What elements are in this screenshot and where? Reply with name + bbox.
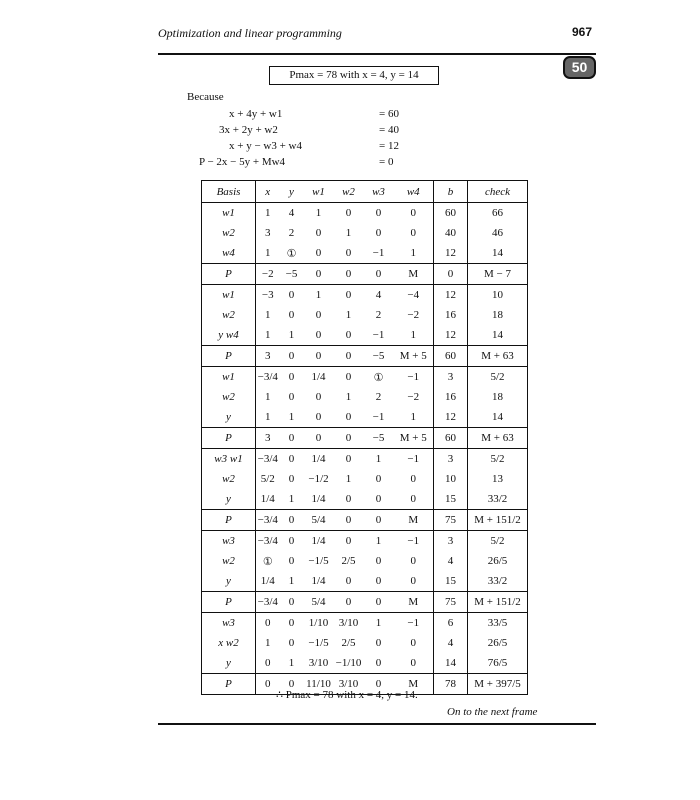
value-cell: 0	[334, 367, 364, 388]
value-cell: 2/5	[341, 637, 356, 649]
value-cell: 60	[434, 346, 468, 367]
value-cell: −5	[364, 346, 394, 367]
value-cell: 0	[256, 653, 280, 674]
value-cell: 1/4	[256, 571, 280, 592]
basis-cell: w3 w1	[202, 449, 256, 470]
basis-cell: y	[226, 575, 231, 587]
value-cell: 13	[468, 469, 528, 489]
value-cell: 0	[345, 575, 352, 587]
value-cell: 0	[304, 428, 334, 449]
value-cell: 2/5	[341, 555, 356, 567]
header-4: w2	[334, 181, 364, 203]
table-row	[202, 653, 528, 674]
value-cell: 0	[334, 592, 364, 613]
basis-cell: w3	[202, 613, 256, 634]
value-cell: 3	[256, 428, 280, 449]
table-row	[202, 531, 528, 552]
value-cell: M − 7	[468, 264, 528, 285]
value-cell: 4	[434, 633, 468, 653]
basis-cell: y	[226, 411, 231, 423]
header-1: x	[256, 181, 280, 203]
value-cell: 0	[334, 531, 364, 552]
value-cell: 18	[468, 387, 528, 407]
value-cell: −3/4	[256, 449, 280, 470]
value-cell: 60	[434, 203, 468, 224]
value-cell: 75	[434, 592, 468, 613]
value-cell: 0	[410, 473, 416, 485]
value-cell: −1	[394, 531, 434, 552]
value-cell: 1	[256, 243, 280, 264]
equation-2: 3x + 2y + w2	[219, 124, 278, 136]
value-cell: −4	[394, 285, 434, 306]
basis-cell: w2	[222, 555, 235, 567]
value-cell: 46	[468, 223, 528, 243]
value-cell: 0	[364, 592, 394, 613]
equation-3-rhs: = 12	[379, 140, 399, 152]
value-cell: ①	[256, 551, 280, 571]
equation-1-rhs: = 60	[379, 108, 399, 120]
value-cell: 0	[304, 346, 334, 367]
value-cell: 0	[410, 575, 416, 587]
frame-number-badge: 50	[563, 56, 596, 79]
because-label: Because	[187, 91, 224, 103]
value-cell: 1	[288, 329, 295, 341]
value-cell: −2	[256, 264, 280, 285]
value-cell: M + 5	[394, 428, 434, 449]
equation-2-rhs: = 40	[379, 124, 399, 136]
table-row	[202, 592, 528, 613]
next-frame-note: On to the next frame	[447, 706, 538, 718]
value-cell: 1	[410, 411, 416, 423]
value-cell: 16	[434, 305, 468, 325]
value-cell: 0	[280, 592, 304, 613]
value-cell: 33/5	[468, 613, 528, 634]
value-cell: 0	[434, 264, 468, 285]
basis-cell: w2	[222, 309, 235, 321]
basis-cell: w1	[222, 207, 235, 219]
basis-cell: w2	[222, 391, 235, 403]
value-cell: −1/2	[308, 473, 329, 485]
value-cell: M	[394, 674, 434, 695]
value-cell: 5/4	[304, 592, 334, 613]
table-row	[202, 613, 528, 634]
value-cell: −1	[394, 367, 434, 388]
basis-cell: w1	[202, 285, 256, 306]
value-cell: 0	[288, 637, 295, 649]
value-cell: 1	[288, 493, 295, 505]
basis-cell: w1	[202, 367, 256, 388]
value-cell: 1/4	[304, 531, 334, 552]
value-cell: −3/4	[256, 531, 280, 552]
header-rule	[158, 53, 596, 55]
value-cell: M	[394, 510, 434, 531]
table-row	[202, 387, 528, 407]
value-cell: M + 5	[394, 346, 434, 367]
value-cell: 0	[280, 449, 304, 470]
value-cell: −1	[394, 449, 434, 470]
value-cell: 0	[375, 637, 382, 649]
value-cell: 1	[256, 407, 280, 428]
value-cell: 0	[256, 613, 280, 634]
table-row	[202, 367, 528, 388]
value-cell: 33/2	[468, 489, 528, 510]
value-cell: 0	[375, 657, 382, 669]
value-cell: 0	[280, 613, 304, 634]
value-cell: 4	[364, 285, 394, 306]
value-cell: 0	[288, 309, 295, 321]
table-row	[202, 489, 528, 510]
value-cell: 78	[434, 674, 468, 695]
table-row	[202, 203, 528, 224]
value-cell: 1/4	[311, 575, 326, 587]
table-row	[202, 325, 528, 346]
value-cell: 0	[280, 428, 304, 449]
value-cell: 12	[434, 407, 468, 428]
value-cell: 0	[334, 428, 364, 449]
basis-cell: w2	[222, 227, 235, 239]
value-cell: 1	[345, 227, 352, 239]
conclusion: ∴ Pmax = 78 with x = 4, y = 14.	[276, 689, 418, 701]
value-cell: 1	[364, 531, 394, 552]
value-cell: 0	[315, 411, 322, 423]
header-3: w1	[304, 181, 334, 203]
value-cell: M	[394, 264, 434, 285]
value-cell: 1	[315, 207, 322, 219]
value-cell: 0	[364, 674, 394, 695]
value-cell: 0	[345, 493, 352, 505]
simplex-tableau	[201, 180, 528, 695]
header-5: w3	[364, 181, 394, 203]
value-cell: 10	[434, 469, 468, 489]
header-0: Basis	[202, 181, 256, 203]
value-cell: 12	[434, 325, 468, 346]
value-cell: 1/4	[304, 367, 334, 388]
value-cell: −1/5	[308, 637, 329, 649]
value-cell: 0	[345, 247, 352, 259]
value-cell: −3/4	[256, 367, 280, 388]
value-cell: −1/10	[335, 657, 362, 669]
value-cell: 3	[434, 531, 468, 552]
table-row	[202, 407, 528, 428]
table-row	[202, 633, 528, 653]
value-cell: 1	[256, 203, 280, 224]
value-cell: 0	[345, 207, 352, 219]
value-cell: 3/10	[308, 657, 329, 669]
value-cell: 0	[315, 309, 322, 321]
value-cell: 0	[375, 207, 382, 219]
equation-1: x + 4y + w1	[229, 108, 283, 120]
value-cell: M + 151/2	[468, 592, 528, 613]
value-cell: 26/5	[468, 633, 528, 653]
value-cell: 14	[468, 407, 528, 428]
value-cell: 0	[288, 555, 295, 567]
value-cell: ①	[286, 247, 297, 260]
value-cell: 1	[288, 575, 295, 587]
table-row	[202, 285, 528, 306]
value-cell: 0	[315, 329, 322, 341]
table-row	[202, 510, 528, 531]
header-8: check	[468, 181, 528, 203]
value-cell: −2	[407, 309, 420, 321]
value-cell: 5/4	[304, 510, 334, 531]
value-cell: 3	[256, 223, 280, 243]
value-cell: 5/2	[468, 531, 528, 552]
running-header-title: Optimization and linear programming	[158, 26, 342, 40]
value-cell: 26/5	[468, 551, 528, 571]
table-row	[202, 469, 528, 489]
value-cell: 4	[434, 551, 468, 571]
value-cell: 1	[345, 391, 352, 403]
value-cell: 0	[410, 657, 416, 669]
value-cell: 0	[280, 674, 304, 695]
value-cell: 0	[375, 493, 382, 505]
value-cell: 0	[288, 391, 295, 403]
table-row	[202, 346, 528, 367]
value-cell: 14	[434, 653, 468, 674]
value-cell: 0	[410, 207, 416, 219]
table-row	[202, 551, 528, 571]
value-cell: −3	[256, 285, 280, 306]
value-cell: 1	[345, 309, 352, 321]
value-cell: 10	[468, 285, 528, 306]
value-cell: −5	[364, 428, 394, 449]
value-cell: 33/2	[468, 571, 528, 592]
value-cell: 66	[468, 203, 528, 224]
value-cell: 1/10	[304, 613, 334, 634]
value-cell: 1	[410, 247, 416, 259]
basis-cell: P	[202, 346, 256, 367]
value-cell: 3	[434, 367, 468, 388]
value-cell: 0	[280, 367, 304, 388]
value-cell: M + 151/2	[468, 510, 528, 531]
value-cell: 0	[410, 555, 416, 567]
value-cell: 0	[315, 247, 322, 259]
value-cell: 5/2	[468, 449, 528, 470]
value-cell: −1	[372, 247, 385, 259]
value-cell: −1	[394, 613, 434, 634]
value-cell: 18	[468, 305, 528, 325]
value-cell: 1	[256, 305, 280, 325]
table-row	[202, 305, 528, 325]
value-cell: 3/10	[334, 674, 364, 695]
value-cell: 1	[410, 329, 416, 341]
basis-cell: y w4	[218, 329, 239, 341]
equation-4: P − 2x − 5y + Mw4	[199, 156, 286, 168]
value-cell: 1/4	[304, 449, 334, 470]
value-cell: −5	[280, 264, 304, 285]
value-cell: 0	[256, 674, 280, 695]
value-cell: 1	[364, 449, 394, 470]
table-row	[202, 243, 528, 264]
header-6: w4	[394, 181, 434, 203]
value-cell: 0	[375, 227, 382, 239]
value-cell: 76/5	[468, 653, 528, 674]
value-cell: 40	[434, 223, 468, 243]
page-number: 967	[572, 25, 593, 39]
value-cell: 75	[434, 510, 468, 531]
value-cell: 5/2	[256, 469, 280, 489]
value-cell: 6	[434, 613, 468, 634]
value-cell: 1	[256, 633, 280, 653]
value-cell: 0	[375, 555, 382, 567]
value-cell: 0	[375, 473, 382, 485]
footer-rule	[158, 723, 596, 725]
value-cell: ①	[364, 367, 394, 388]
value-cell: 1/4	[256, 489, 280, 510]
equation-4-rhs: = 0	[379, 156, 394, 168]
value-cell: −2	[407, 391, 420, 403]
basis-cell: P	[202, 592, 256, 613]
value-cell: 60	[434, 428, 468, 449]
value-cell: 0	[364, 510, 394, 531]
value-cell: 12	[434, 285, 468, 306]
value-cell: 2	[375, 391, 382, 403]
value-cell: 15	[434, 489, 468, 510]
value-cell: −1	[372, 329, 385, 341]
value-cell: M + 63	[468, 428, 528, 449]
value-cell: 2	[288, 227, 295, 239]
value-cell: 1/4	[311, 493, 326, 505]
basis-cell: x w2	[218, 637, 239, 649]
value-cell: −3/4	[256, 592, 280, 613]
value-cell: 0	[304, 264, 334, 285]
value-cell: 0	[334, 510, 364, 531]
basis-cell: P	[202, 510, 256, 531]
header-7: b	[434, 181, 468, 203]
value-cell: 1	[304, 285, 334, 306]
value-cell: 0	[280, 510, 304, 531]
value-cell: 0	[280, 346, 304, 367]
value-cell: −1/5	[308, 555, 329, 567]
value-cell: 0	[334, 285, 364, 306]
value-cell: 0	[288, 473, 295, 485]
value-cell: 4	[288, 207, 295, 219]
basis-cell: P	[202, 674, 256, 695]
value-cell: M + 397/5	[468, 674, 528, 695]
value-cell: 14	[468, 325, 528, 346]
value-cell: −1	[372, 411, 385, 423]
basis-cell: P	[202, 264, 256, 285]
value-cell: 1	[256, 387, 280, 407]
value-cell: 0	[345, 411, 352, 423]
table-row	[202, 449, 528, 470]
table-row	[202, 571, 528, 592]
table-row	[202, 264, 528, 285]
basis-cell: P	[202, 428, 256, 449]
value-cell: M + 63	[468, 346, 528, 367]
value-cell: 0	[334, 264, 364, 285]
value-cell: 1	[288, 411, 295, 423]
value-cell: 5/2	[468, 367, 528, 388]
table-row	[202, 428, 528, 449]
value-cell: 0	[410, 637, 416, 649]
basis-cell: y	[226, 657, 231, 669]
equation-3: x + y − w3 + w4	[229, 140, 302, 152]
value-cell: 2	[375, 309, 382, 321]
value-cell: 3	[434, 449, 468, 470]
header-2: y	[280, 181, 304, 203]
value-cell: 15	[434, 571, 468, 592]
value-cell: 1	[345, 473, 352, 485]
value-cell: 0	[410, 227, 416, 239]
value-cell: 12	[434, 243, 468, 264]
value-cell: 0	[280, 531, 304, 552]
value-cell: 3/10	[334, 613, 364, 634]
value-cell: 0	[315, 227, 322, 239]
table-row	[202, 223, 528, 243]
value-cell: 0	[375, 575, 382, 587]
value-cell: 1	[364, 613, 394, 634]
value-cell: 1	[288, 657, 295, 669]
value-cell: −3/4	[256, 510, 280, 531]
value-cell: 11/10	[304, 674, 334, 695]
value-cell: 0	[345, 329, 352, 341]
value-cell: 0	[334, 449, 364, 470]
value-cell: 0	[280, 285, 304, 306]
value-cell: 0	[334, 346, 364, 367]
basis-cell: w3	[202, 531, 256, 552]
value-cell: 0	[364, 264, 394, 285]
value-cell: M	[394, 592, 434, 613]
basis-cell: w4	[222, 247, 235, 259]
value-cell: 16	[434, 387, 468, 407]
value-cell: 3	[256, 346, 280, 367]
value-cell: 0	[315, 391, 322, 403]
basis-cell: w2	[222, 473, 235, 485]
basis-cell: y	[226, 493, 231, 505]
value-cell: 14	[468, 243, 528, 264]
value-cell: 1	[256, 325, 280, 346]
value-cell: 0	[410, 493, 416, 505]
result-box: Pmax = 78 with x = 4, y = 14	[269, 66, 439, 85]
